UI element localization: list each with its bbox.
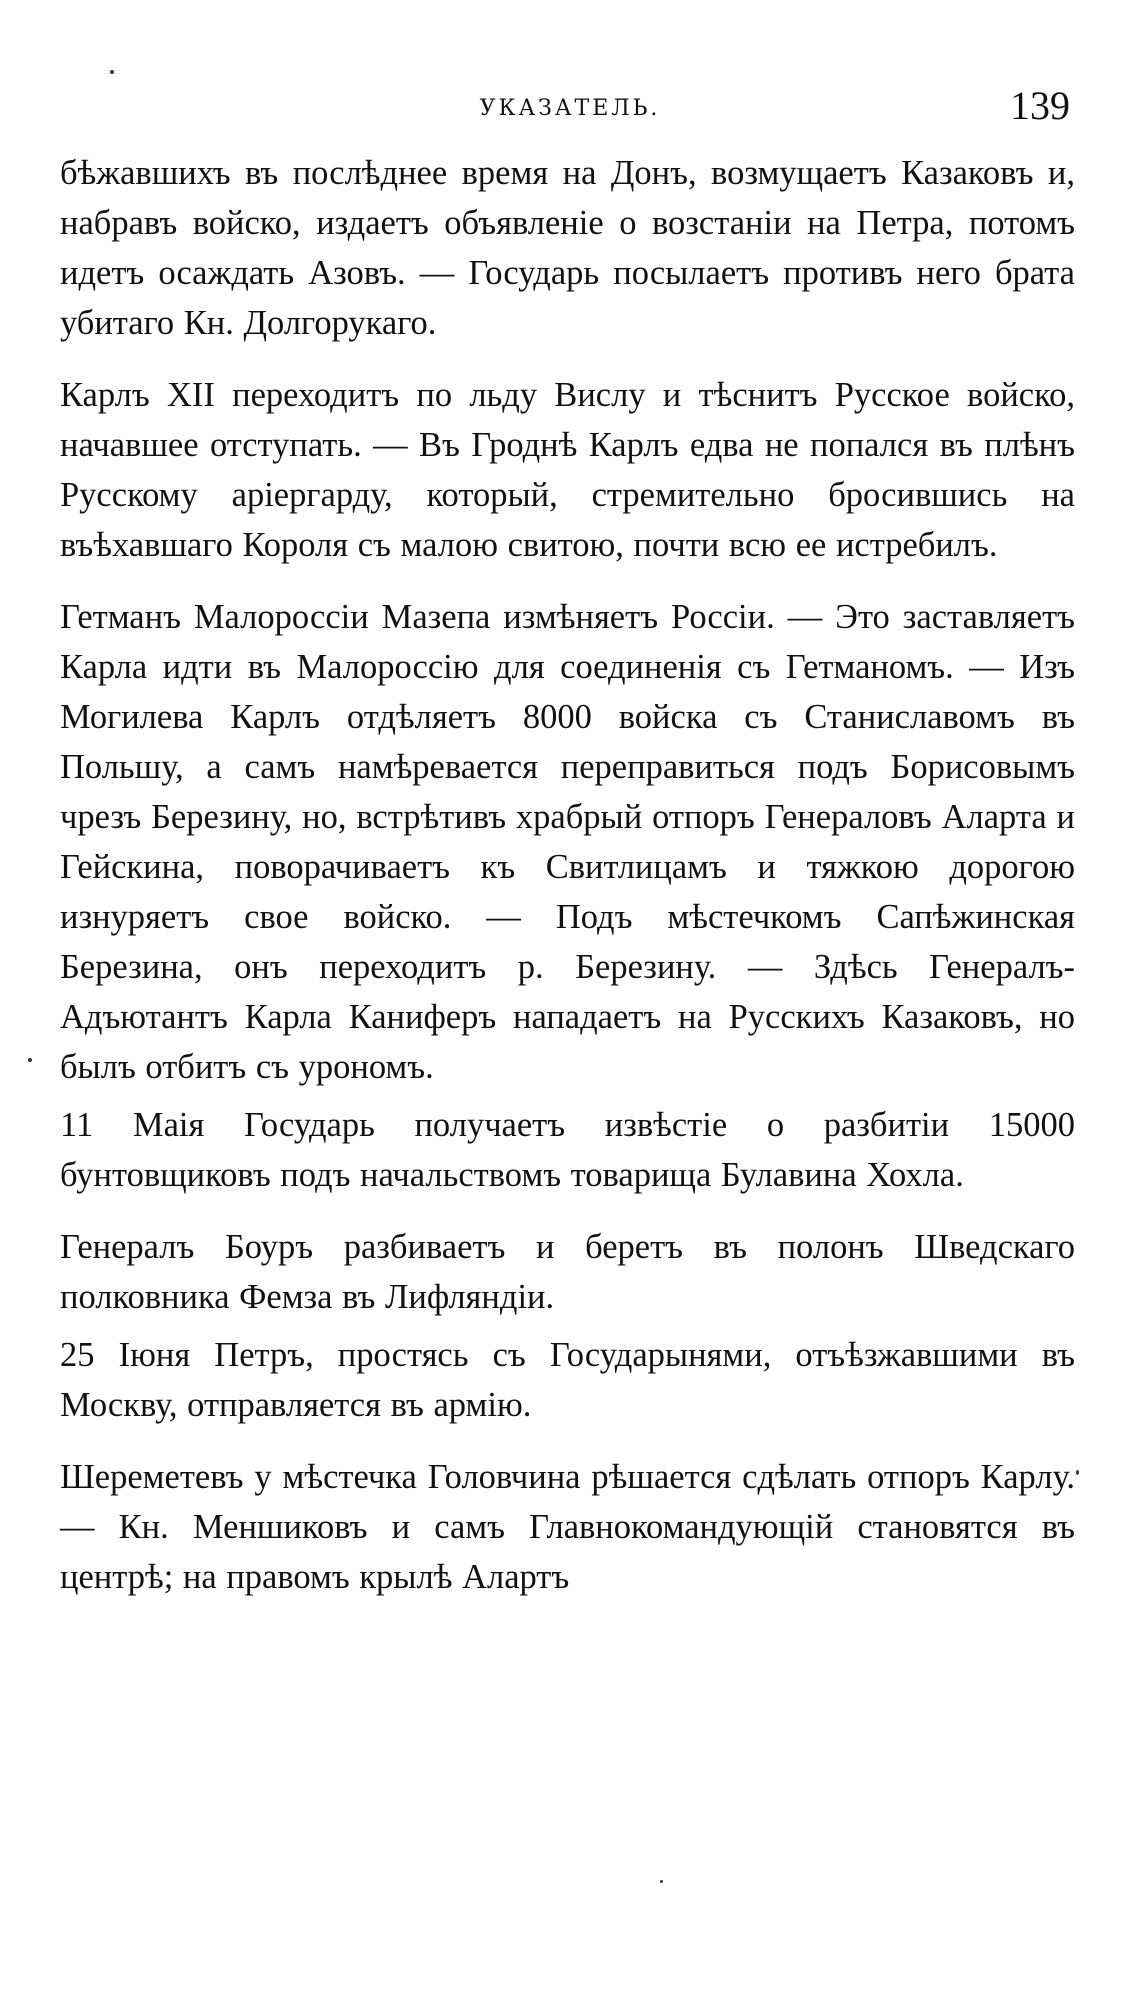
- paragraph-mazepa: Гетманъ Малороссіи Мазепа измѣняетъ Россіи. — Это заставляетъ Карла идти въ Малороссію для соединенія съ Гетманомъ. — Изъ Могилева Карлъ отдѣляетъ 8000 войска съ Станиславомъ въ Польшу, а самъ намѣревается переправиться подъ Борисовымъ чрезъ Березину, но, встрѣтивъ храбрый отпоръ Генераловъ Аларта и Гейскина, поворачиваетъ къ Свитлицамъ и тяжкою дорогою изнуряетъ свое войско. — Подъ мѣстечкомъ Сапѣжинская Березина, онъ переходитъ р. Березину. — Здѣсь Генералъ-Адъютантъ Карла Каниферъ нападаетъ на Русскихъ Казаковъ, но былъ отбитъ съ урономъ.: [60, 598, 1075, 1086]
- scan-speck: [1076, 1470, 1079, 1475]
- running-head: [60, 82, 1080, 132]
- paragraph-june-25: 25 Іюня Петръ, простясь съ Государынями, отъѣзжавшими въ Москву, отправляется въ армію.: [60, 1336, 1075, 1424]
- scan-speck: [28, 1058, 32, 1062]
- scan-speck: [110, 70, 114, 74]
- running-title: УКАЗАТЕЛЬ.: [479, 96, 661, 121]
- paragraph-continuation: бѣжавшихъ въ послѣднее время на Донъ, возмущаетъ Казаковъ и, набравъ войско, издаетъ объявленіе о возстаніи на Петра, потомъ идетъ осаждать Азовъ. — Государь посылаетъ противъ него брата убитаго Кн. Долгорукаго.: [60, 154, 1075, 342]
- page-number: 139: [1010, 83, 1070, 128]
- paragraph-general-bour: Генералъ Боуръ разбиваетъ и беретъ въ полонъ Шведскаго полковника Фемза въ Лифляндіи.: [60, 1228, 1075, 1316]
- paragraph-may-11: 11 Маія Государь получаетъ извѣстіе о разбитіи 15000 бунтовщиковъ подъ начальствомъ товарища Булавина Хохла.: [60, 1106, 1075, 1194]
- paragraph-charles-vistula: Карлъ XII переходитъ по льду Вислу и тѣснитъ Русское войско, начавшее отступать. — Въ Гроднѣ Карлъ едва не попался въ плѣнъ Русскому аріергарду, который, стремительно бросившись на въѣхавшаго Короля съ малою свитою, почти всю ее истребилъ.: [60, 376, 1075, 564]
- scan-speck: [660, 1880, 663, 1883]
- book-page: [60, 0, 1080, 1997]
- body-text: [60, 148, 1075, 1624]
- paragraph-sheremetev: Шереметевъ у мѣстечка Головчина рѣшается сдѣлать отпоръ Карлу. — Кн. Меншиковъ и самъ Главнокомандующій становятся въ центрѣ; на правомъ крылѣ Алартъ: [60, 1458, 1075, 1596]
